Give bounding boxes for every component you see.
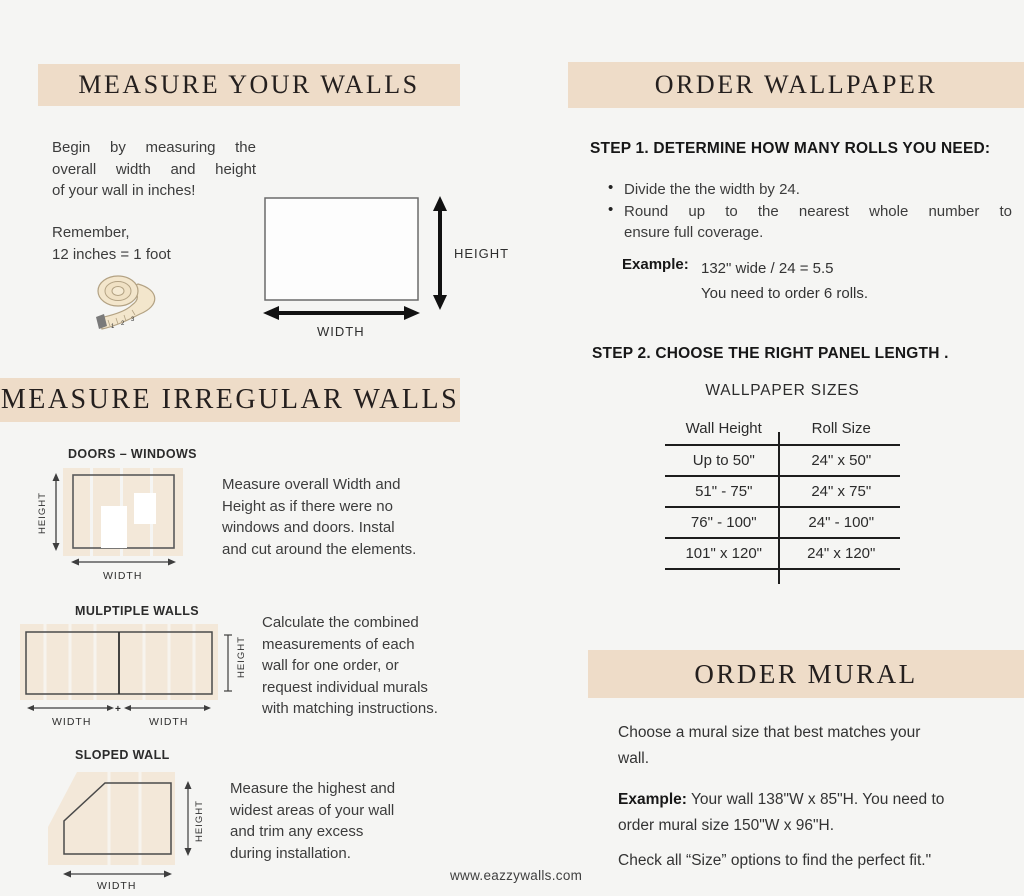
sloped-wall-text: Measure the highest and widest areas of your wall and trim any excess during installation. — [230, 780, 396, 862]
svg-text:+: + — [115, 704, 121, 715]
order-wallpaper-title: ORDER WALLPAPER — [654, 70, 938, 99]
width-arrow-icon — [71, 559, 176, 566]
doors-windows-heading: DOORS – WINDOWS — [68, 447, 197, 461]
svg-text:WIDTH: WIDTH — [52, 716, 92, 728]
website-url: www.eazzywalls.com — [450, 868, 583, 883]
table-row: 76" - 100" 24" - 100" — [665, 506, 900, 537]
doors-windows-diagram — [36, 466, 196, 586]
svg-text:HEIGHT: HEIGHT — [194, 800, 205, 842]
mural-example: Example: Your wall 138"W x 85"H. You need to order mural size 150"W x 96"H. — [618, 791, 945, 834]
step1-bullets: • Divide the the width by 24. • Round up to the nearest whole number to ensure full coverage. — [608, 179, 1012, 244]
multiple-walls-text: Calculate the combined measurements of each wall for one order, or request individual murals with matching instructions. — [262, 614, 438, 717]
table-bottom-border — [665, 568, 900, 570]
remember-note: Remember, 12 inches = 1 foot — [52, 224, 171, 263]
wallpaper-sizes-title: WALLPAPER SIZES — [705, 382, 860, 399]
order-wallpaper-header-band — [568, 62, 1024, 108]
sloped-wall-diagram — [40, 762, 220, 890]
table-row: 101" x 120" 24" x 120" — [665, 537, 900, 568]
step2-heading: STEP 2. CHOOSE THE RIGHT PANEL LENGTH . — [592, 345, 949, 362]
wallpaper-sizes-table — [665, 420, 900, 570]
tape-measure-icon — [88, 270, 170, 336]
measure-irregular-title: MEASURE IRREGULAR WALLS — [0, 384, 460, 415]
svg-text:WIDTH: WIDTH — [149, 716, 189, 728]
svg-text:2: 2 — [121, 321, 125, 327]
svg-text:WIDTH: WIDTH — [317, 324, 365, 339]
svg-text:1: 1 — [111, 324, 115, 330]
height-arrow-icon — [185, 781, 192, 856]
svg-text:WIDTH: WIDTH — [103, 570, 143, 582]
wall-diagram — [258, 192, 518, 342]
table-header-row: Wall Height Roll Size — [685, 420, 871, 437]
svg-text:HEIGHT: HEIGHT — [454, 246, 510, 261]
multiple-walls-diagram — [14, 622, 264, 730]
measure-irregular-header-band — [0, 378, 460, 422]
svg-text:HEIGHT: HEIGHT — [236, 636, 247, 678]
svg-text:3: 3 — [131, 317, 135, 323]
measure-walls-header-band — [38, 64, 460, 106]
table-row: 51" - 75" 24" x 75" — [665, 475, 900, 506]
order-mural-header-band — [588, 650, 1024, 698]
multiple-walls-heading: MULPTIPLE WALLS — [75, 604, 200, 618]
doors-windows-text: Measure overall Width and Height as if there were no windows and doors. Instal and cut around the elements. — [222, 476, 417, 558]
table-row: Up to 50" 24" x 50" — [665, 444, 900, 475]
measure-walls-intro: Begin by measuring the overall width and height of your wall in inches! — [52, 139, 256, 199]
height-arrow-icon — [53, 473, 60, 551]
width-arrow-icon — [263, 306, 420, 320]
mural-check-note: Check all “Size” options to find the perfect fit." — [618, 852, 932, 869]
bullet-icon: • — [608, 179, 614, 196]
step1-heading: STEP 1. DETERMINE HOW MANY ROLLS YOU NEED: — [590, 140, 991, 157]
bullet-icon: • — [608, 200, 614, 218]
sloped-wall-heading: SLOPED WALL — [75, 748, 170, 762]
height-arrow-icon — [224, 635, 232, 691]
rolls-example: Example: 132" wide / 24 = 5.5 You need to order 6 rolls. — [622, 256, 869, 302]
height-arrow-icon — [433, 196, 447, 310]
width-arrow-icon — [63, 871, 172, 878]
measure-walls-title: MEASURE YOUR WALLS — [78, 70, 420, 99]
svg-text:WIDTH: WIDTH — [97, 880, 137, 890]
order-mural-title: ORDER MURAL — [694, 658, 918, 689]
svg-text:HEIGHT: HEIGHT — [37, 492, 48, 534]
mural-intro: Choose a mural size that best matches your wall. — [618, 724, 921, 767]
table-divider — [778, 432, 780, 584]
